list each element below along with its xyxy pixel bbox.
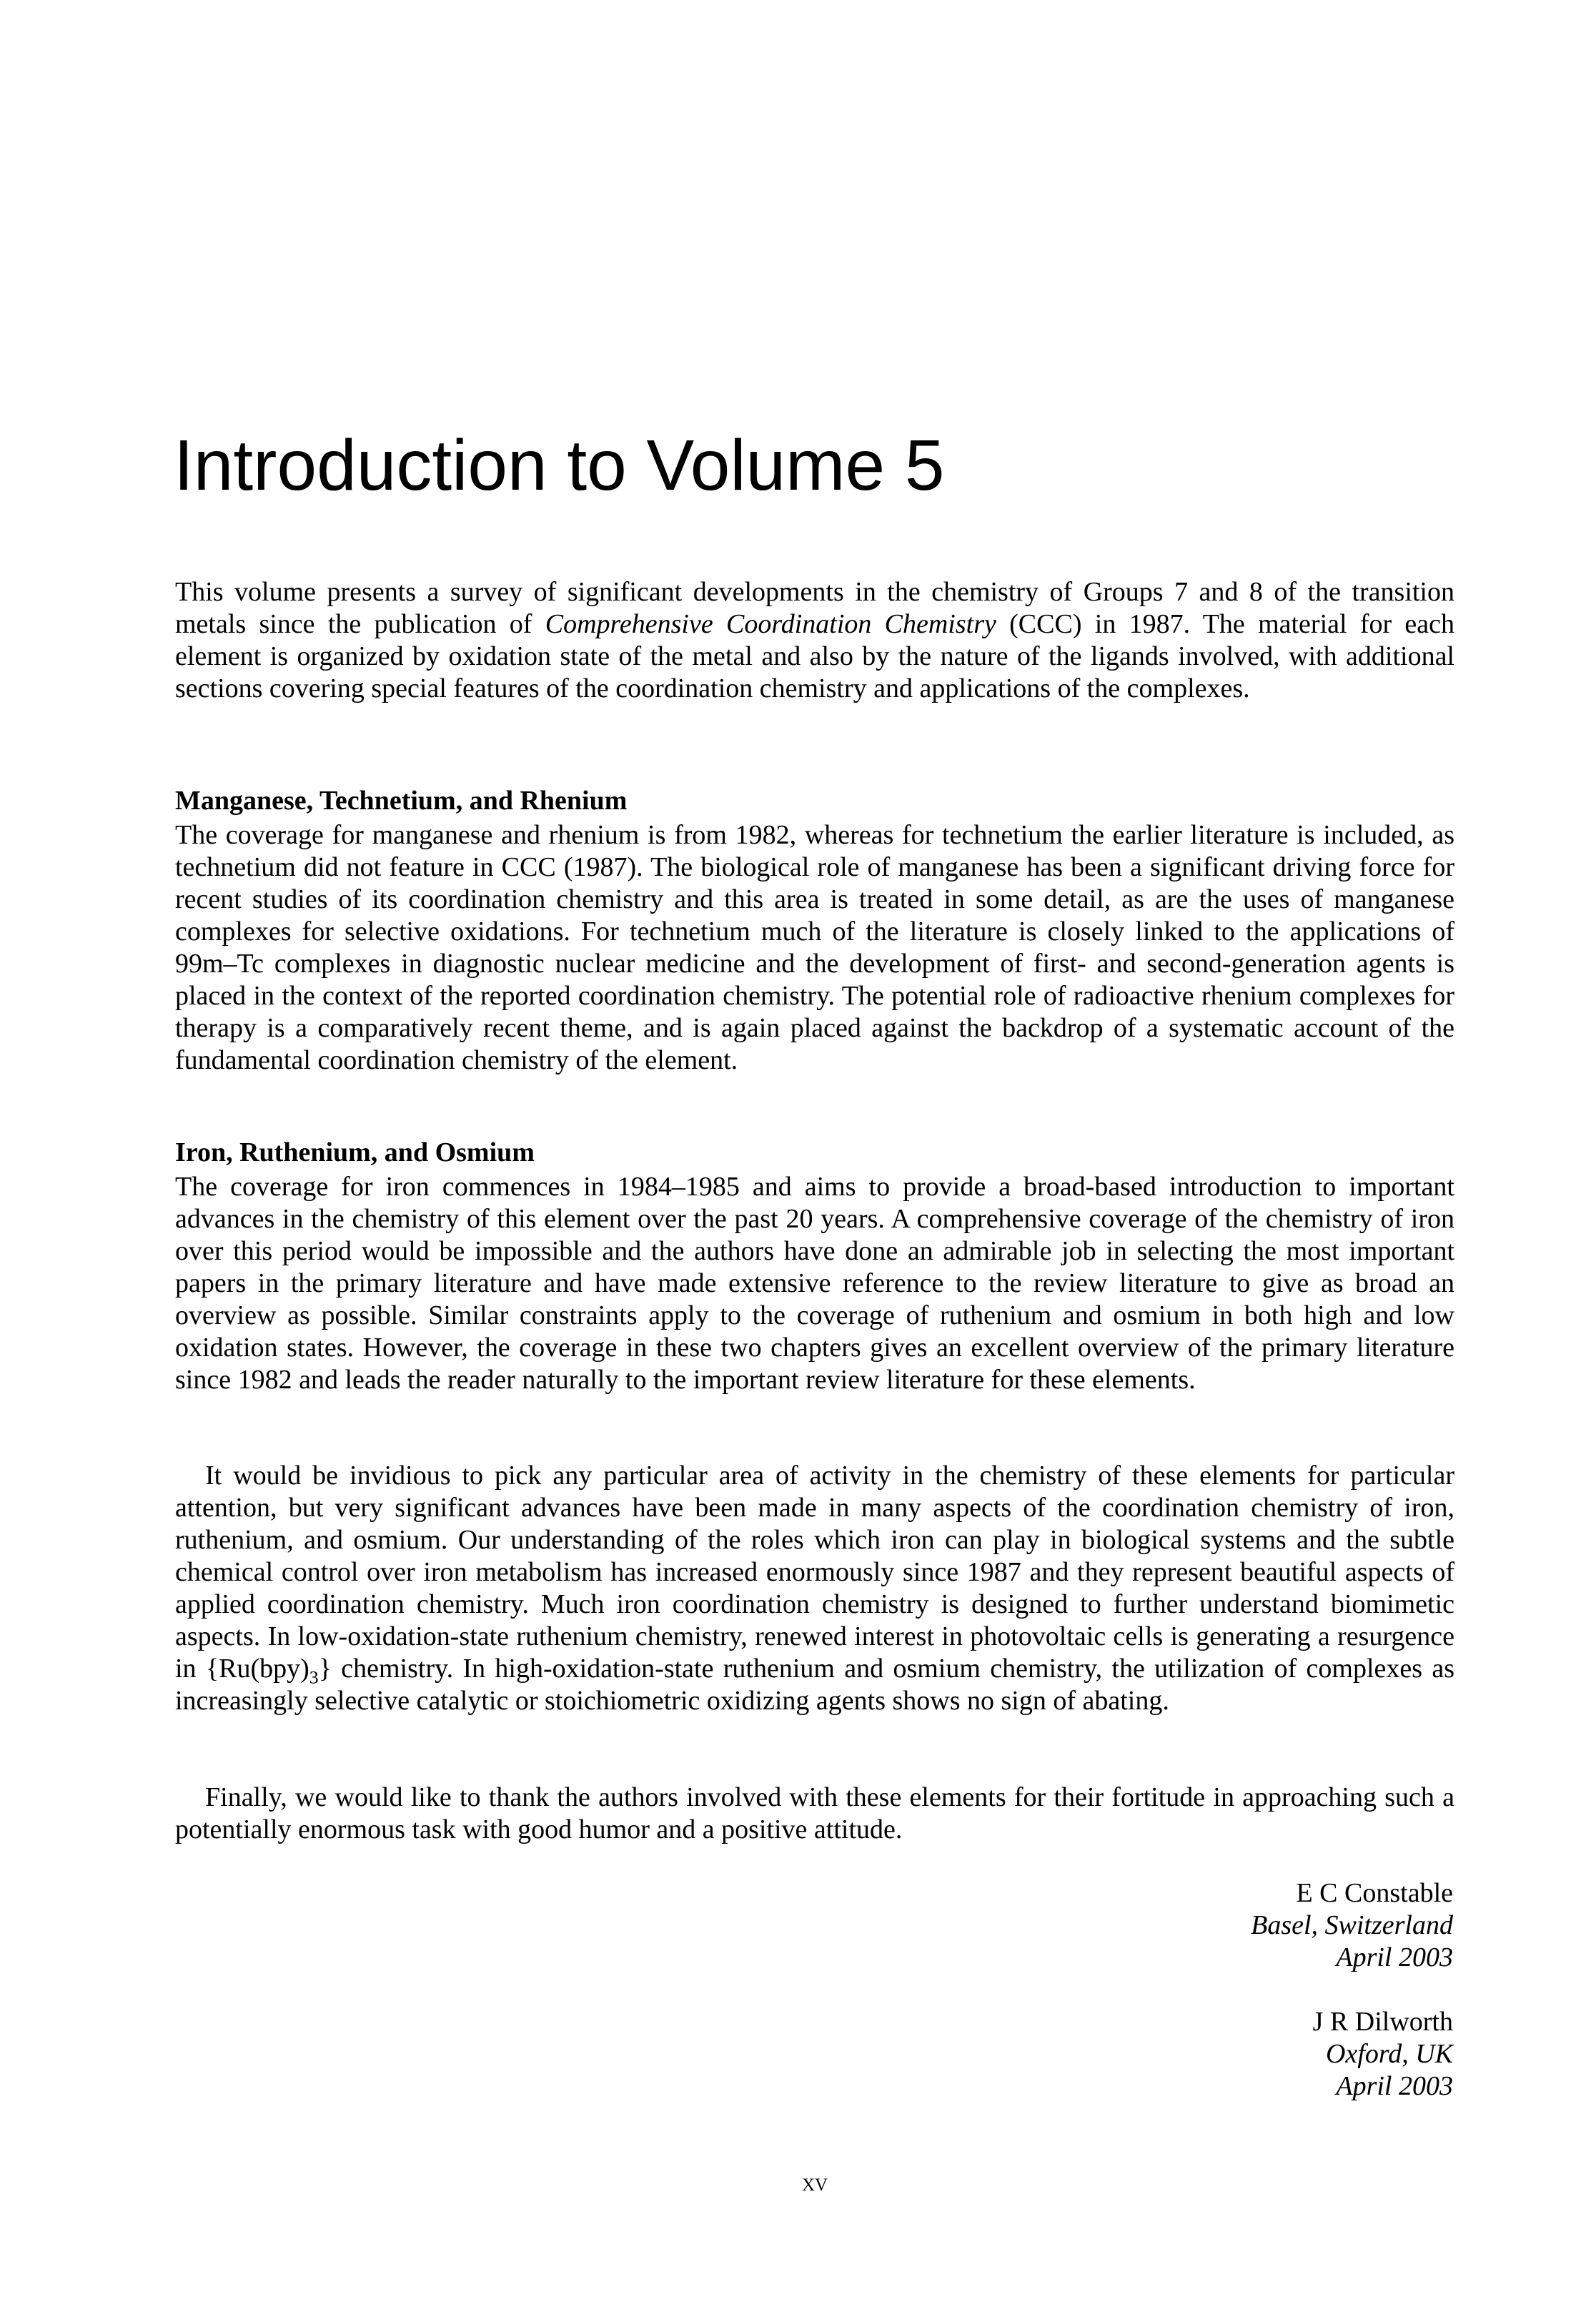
signature-name: J R Dilworth: [1312, 2007, 1453, 2037]
signature-date: April 2003: [1336, 1942, 1453, 1972]
iron-paragraph-2-text-before: It would be invidious to pick any particular area of activity in the chemistry of these elements for particular attention, but very significant advances have been made in many aspects of the coordination chemistry of iron, ruthenium, and osmium. Our understanding of the roles which iron can play in biological systems and the subtle chemical control over iron metabolism has increased enormously since 1987 and they represent beautiful aspects of applied coordination chemistry. Much iron coordination chemistry is designed to further understand biomimetic aspects. In low-oxidation-state ruthenium chemistry, renewed interest in photovoltaic cells is generating a resurgence in {Ru(bpy): [175, 1461, 1454, 1684]
signature-location: Basel, Switzerland: [1251, 1910, 1453, 1940]
section-heading-iron-ruthenium-osmium: Iron, Ruthenium, and Osmium: [175, 1137, 535, 1167]
iron-section-paragraph-1: The coverage for iron commences in 1984–1985 and aims to provide a broad-based introduction to important advances in the chemistry of this element over the past 20 years. A comprehensive coverage of the chemistry of iron over this period would be impossible and the authors have done an admirable job in selecting the most important papers in the primary literature and have made extensive reference to the review literature to give as broad an overview as possible. Similar constraints apply to the coverage of ruthenium and osmium in both high and low oxidation states. However, the coverage in these two chapters gives an excellent overview of the primary literature since 1982 and leads the reader naturally to the important review literature for these elements.: [175, 1172, 1454, 1395]
iron-section-paragraph-2: [175, 1460, 1454, 1717]
iron-paragraph-2-text-after: } chemistry. In high-oxidation-state ruthenium and osmium chemistry, the utilization of complexes as increasingly selective catalytic or stoichiometric oxidizing agents shows no sign of abating.: [175, 1654, 1455, 1716]
signature-location: Oxford, UK: [1325, 2039, 1453, 2069]
page-title: Introduction to Volume 5: [174, 425, 945, 505]
intro-text-after: (CCC) in 1987. The material for each element is organized by oxidation state of the metal and also by the nature of the ligands involved, with additional sections covering special features of the coordination chemistry and applications of the complexes.: [175, 609, 1455, 703]
signature-constable: [1251, 1877, 1453, 1974]
book-title-italic: Comprehensive Coordination Chemistry: [545, 609, 996, 639]
signature-name: E C Constable: [1296, 1878, 1453, 1908]
page-number: xv: [801, 2168, 828, 2196]
signature-date: April 2003: [1336, 2071, 1453, 2101]
intro-text-before: This volume presents a survey of significant developments in the chemistry of Groups 7 and 8 of the transition metals since the publication of: [175, 577, 1454, 639]
ru-bpy-subscript: 3: [309, 1666, 319, 1688]
signature-dilworth: [1313, 2006, 1453, 2103]
section-heading-manganese-technetium-rhenium: Manganese, Technetium, and Rhenium: [175, 786, 628, 816]
manganese-section-paragraph: The coverage for manganese and rhenium is from 1982, whereas for technetium the earlier literature is included, as technetium did not feature in CCC (1987). The biological role of manganese has been a significant driving force for recent studies of its coordination chemistry and this area is treated in some detail, as are the uses of manganese complexes for selective oxidations. For technetium much of the literature is closely linked to the applications of 99m–Tc complexes in diagnostic nuclear medicine and the development of first- and second-generation agents is placed in the context of the reported coordination chemistry. The potential role of radioactive rhenium complexes for therapy is a comparatively recent theme, and is again placed against the backdrop of a systematic account of the fundamental coordination chemistry of the element.: [175, 820, 1454, 1075]
intro-paragraph: [175, 576, 1454, 705]
closing-thanks-paragraph: Finally, we would like to thank the authors involved with these elements for their fortitude in approaching such a potentially enormous task with good humor and a positive attitude.: [175, 1782, 1454, 1844]
